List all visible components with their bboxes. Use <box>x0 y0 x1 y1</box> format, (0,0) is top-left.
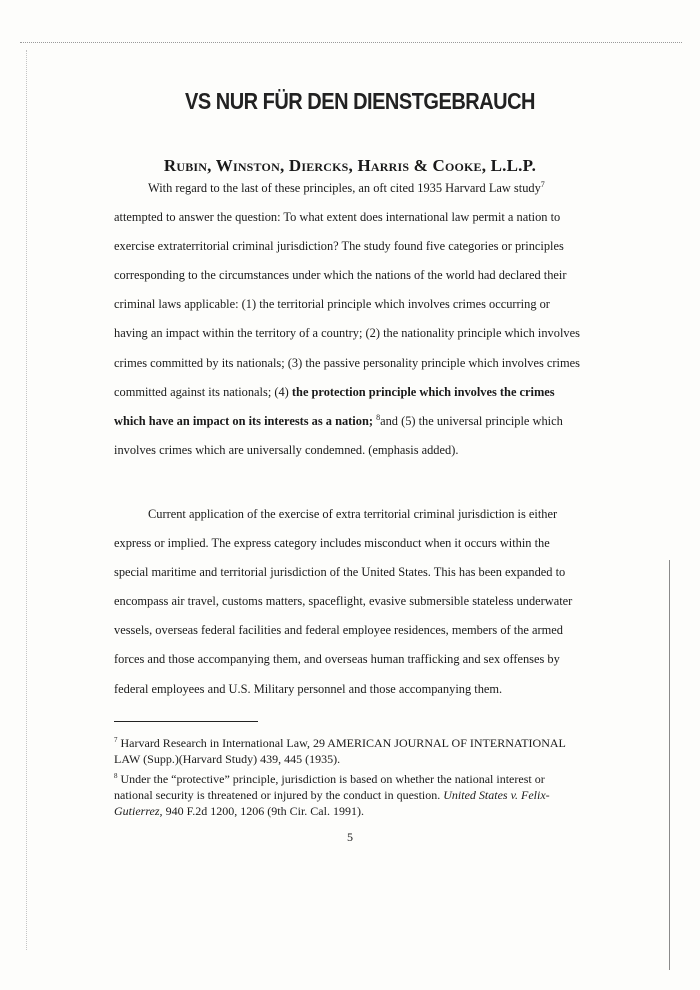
page-number: 5 <box>347 830 353 844</box>
paragraph-1 <box>114 174 584 465</box>
para1-text-b: attempted to answer the question: To what extent does international law permit a nation to exercise extraterritorial criminal jurisdiction? The study found five categories or principles corresponding to the circumstances under which the nations of the world had declared their criminal laws applicable: (1) the territorial principle which involves crimes occurring or having an impact within the territory of a country; (2) the nationality principle which involves crimes committed by its nationals; (3) the passive personality principle which involves crimes committed against its nationals; (4) <box>114 210 580 399</box>
para1-text-d: and (5) the universal principle which involves crimes which are universally condemned. (emphasis added). <box>114 413 563 457</box>
scan-left-edge <box>26 50 27 950</box>
footnote-8 <box>114 771 584 819</box>
para2-text: Current application of the exercise of extra territorial criminal jurisdiction is either express or implied. The express category includes misconduct when it occurs within the special maritime and territorial jurisdiction of the United States. This has been expanded to encompass air travel, customs matters, spaceflight, evasive submersible stateless underwater vessels, overseas federal facilities and federal employee residences, members of the armed forces and those accompanying them, and overseas human trafficking and sex offenses by federal employees and U.S. Military personnel and those accompanying them. <box>114 507 573 696</box>
footnote-ref-8[interactable]: 8 <box>376 412 381 422</box>
classification-stamp: VS NUR FÜR DEN DIENSTGEBRAUCH <box>185 88 535 115</box>
scan-right-edge <box>669 560 670 970</box>
footnote-8-case-name: United States v. Felix-Gutierrez, <box>114 788 550 818</box>
footnote-7-text: Harvard Research in International Law, 29 AMERICAN JOURNAL OF INTERNATIONAL LAW (Supp.)(Harvard Study) 439, 445 (1935). <box>114 736 566 766</box>
firm-name-heading: Rubin, Winston, Diercks, Harris & Cooke, L.L.P. <box>163 156 537 175</box>
footnote-7 <box>114 735 584 767</box>
para1-emphasis: the protection principle which involves the crimes which have an impact on its interests as a nation; <box>114 384 555 428</box>
footnote-ref-7[interactable]: 7 <box>540 179 545 189</box>
scan-top-edge <box>20 42 682 43</box>
footnote-7-number: 7 <box>114 736 118 744</box>
footnote-8-text-b: 940 F.2d 1200, 1206 (9th Cir. Cal. 1991). <box>162 804 364 818</box>
footnote-8-text-a: Under the “protective” principle, jurisdiction is based on whether the national interest or national security is threatened or injured by the conduct in question. <box>114 772 545 802</box>
paragraph-2 <box>114 500 584 704</box>
footnote-separator <box>114 721 258 722</box>
footnote-8-number: 8 <box>114 772 118 780</box>
para1-text-a: With regard to the last of these principles, an oft cited 1935 Harvard Law study <box>148 181 541 195</box>
